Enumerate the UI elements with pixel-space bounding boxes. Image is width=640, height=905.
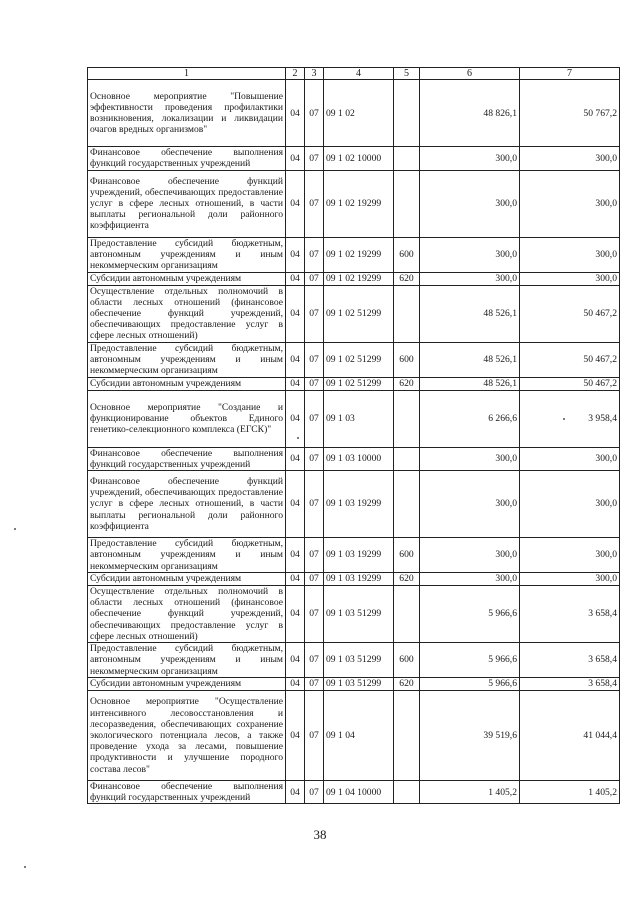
row-name-cell: Субсидии автономным учреждениям <box>88 573 286 586</box>
amount-year-2-cell: 50 467,2 <box>520 285 620 342</box>
amount-year-2-cell: 300,0 <box>520 272 620 285</box>
row-name-cell: Предоставление субсидий бюджетным, автономным учреждениям и иным некоммерческим организациям <box>88 643 286 678</box>
amount-year-2-cell: 300,0 <box>520 147 620 170</box>
row-name-cell: Основное мероприятие "Создание и функционирование объектов Единого генетико-селекционного комплекса (ЕГСК)" <box>88 390 286 447</box>
amount-year-2-cell: 3 958,4 <box>520 390 620 447</box>
target-article-cell: 09 1 02 10000 <box>324 147 394 170</box>
expense-type-cell: 620 <box>394 573 420 586</box>
amount-year-2-cell: 3 658,4 <box>520 643 620 678</box>
row-name-cell: Осуществление отдельных полномочий в области лесных отношений (финансовое обеспечение функций учреждений, обеспечивающих предоставление услуг в сфере лесных отношений) <box>88 285 286 342</box>
amount-year-1-cell: 300,0 <box>420 147 520 170</box>
amount-year-1-cell: 300,0 <box>420 237 520 272</box>
subsection-cell: 07 <box>305 586 324 643</box>
section-cell: 04 <box>286 471 305 538</box>
amount-year-1-cell: 300,0 <box>420 447 520 470</box>
expense-type-cell <box>394 80 420 147</box>
table-row <box>88 80 620 147</box>
scan-speck <box>563 418 565 420</box>
subsection-cell: 07 <box>305 573 324 586</box>
row-name-cell: Предоставление субсидий бюджетным, автономным учреждениям и иным некоммерческим организациям <box>88 237 286 272</box>
section-cell: 04 <box>286 80 305 147</box>
target-article-cell: 09 1 03 <box>324 390 394 447</box>
expense-type-cell <box>394 285 420 342</box>
target-article-cell: 09 1 04 <box>324 691 394 781</box>
target-article-cell: 09 1 03 19299 <box>324 538 394 573</box>
target-article-cell: 09 1 03 51299 <box>324 678 394 691</box>
amount-year-1-cell: 48 526,1 <box>420 342 520 377</box>
expense-type-cell <box>394 691 420 781</box>
amount-year-1-cell: 300,0 <box>420 538 520 573</box>
section-cell: 04 <box>286 285 305 342</box>
column-header: 4 <box>324 68 394 80</box>
expense-type-cell: 600 <box>394 342 420 377</box>
target-article-cell: 09 1 03 51299 <box>324 586 394 643</box>
amount-year-1-cell: 5 966,6 <box>420 586 520 643</box>
target-article-cell: 09 1 03 51299 <box>324 643 394 678</box>
target-article-cell: 09 1 02 51299 <box>324 377 394 390</box>
amount-year-2-cell: 50 467,2 <box>520 377 620 390</box>
amount-year-1-cell: 5 966,6 <box>420 643 520 678</box>
expense-type-cell: 620 <box>394 377 420 390</box>
column-header: 2 <box>286 68 305 80</box>
amount-year-1-cell: 6 266,6 <box>420 390 520 447</box>
target-article-cell: 09 1 03 19299 <box>324 471 394 538</box>
subsection-cell: 07 <box>305 285 324 342</box>
target-article-cell: 09 1 03 19299 <box>324 573 394 586</box>
subsection-cell: 07 <box>305 691 324 781</box>
section-cell: 04 <box>286 272 305 285</box>
budget-table <box>87 67 620 804</box>
subsection-cell: 07 <box>305 643 324 678</box>
table-body <box>88 80 620 804</box>
target-article-cell: 09 1 02 19299 <box>324 170 394 237</box>
table-row <box>88 170 620 237</box>
expense-type-cell: 600 <box>394 538 420 573</box>
table-row <box>88 237 620 272</box>
amount-year-1-cell: 1 405,2 <box>420 781 520 804</box>
subsection-cell: 07 <box>305 390 324 447</box>
amount-year-2-cell: 41 044,4 <box>520 691 620 781</box>
expense-type-cell <box>394 471 420 538</box>
expense-type-cell <box>394 586 420 643</box>
amount-year-2-cell: 300,0 <box>520 471 620 538</box>
table-row <box>88 272 620 285</box>
subsection-cell: 07 <box>305 471 324 538</box>
section-cell: 04 <box>286 147 305 170</box>
subsection-cell: 07 <box>305 342 324 377</box>
amount-year-2-cell: 3 658,4 <box>520 678 620 691</box>
row-name-cell: Финансовое обеспечение выполнения функций государственных учреждений <box>88 447 286 470</box>
section-cell: 04 <box>286 586 305 643</box>
table-row <box>88 586 620 643</box>
expense-type-cell <box>394 781 420 804</box>
subsection-cell: 07 <box>305 538 324 573</box>
subsection-cell: 07 <box>305 447 324 470</box>
target-article-cell: 09 1 02 51299 <box>324 285 394 342</box>
column-header: 5 <box>394 68 420 80</box>
amount-year-1-cell: 48 826,1 <box>420 80 520 147</box>
subsection-cell: 07 <box>305 272 324 285</box>
row-name-cell: Финансовое обеспечение функций учреждений, обеспечивающих предоставление услуг в сфере лесных отношений, в части выплаты региональной доли районного коэффициента <box>88 170 286 237</box>
target-article-cell: 09 1 03 10000 <box>324 447 394 470</box>
amount-year-2-cell: 300,0 <box>520 538 620 573</box>
row-name-cell: Финансовое обеспечение выполнения функций государственных учреждений <box>88 781 286 804</box>
table-row <box>88 471 620 538</box>
amount-year-2-cell: 50 767,2 <box>520 80 620 147</box>
table-header-row <box>88 68 620 80</box>
column-header: 1 <box>88 68 286 80</box>
column-header: 3 <box>305 68 324 80</box>
section-cell: 04 <box>286 678 305 691</box>
amount-year-1-cell: 300,0 <box>420 471 520 538</box>
expense-type-cell <box>394 147 420 170</box>
section-cell: 04 <box>286 447 305 470</box>
amount-year-2-cell: 300,0 <box>520 573 620 586</box>
row-name-cell: Субсидии автономным учреждениям <box>88 377 286 390</box>
column-header: 6 <box>420 68 520 80</box>
row-name-cell: Основное мероприятие "Осуществление интенсивного лесовосстановления и лесоразведения, обеспечивающих сохранение экологического потенциала лесов, а также проведение ухода за лесами, повышение продуктивности и улучшение породного состава лесов" <box>88 691 286 781</box>
amount-year-1-cell: 300,0 <box>420 573 520 586</box>
scan-speck <box>297 437 299 439</box>
amount-year-2-cell: 1 405,2 <box>520 781 620 804</box>
table-row <box>88 538 620 573</box>
row-name-cell: Основное мероприятие "Повышение эффективности проведения профилактики возникновения, локализации и ликвидации очагов вредных организмов" <box>88 80 286 147</box>
section-cell: 04 <box>286 342 305 377</box>
section-cell: 04 <box>286 573 305 586</box>
subsection-cell: 07 <box>305 377 324 390</box>
amount-year-2-cell: 300,0 <box>520 170 620 237</box>
amount-year-1-cell: 300,0 <box>420 272 520 285</box>
section-cell: 04 <box>286 170 305 237</box>
target-article-cell: 09 1 02 19299 <box>324 272 394 285</box>
expense-type-cell: 620 <box>394 272 420 285</box>
table-row <box>88 342 620 377</box>
page-number: 38 <box>313 827 327 842</box>
target-article-cell: 09 1 02 19299 <box>324 237 394 272</box>
expense-type-cell: 600 <box>394 237 420 272</box>
table-row <box>88 390 620 447</box>
amount-year-1-cell: 48 526,1 <box>420 377 520 390</box>
amount-year-2-cell: 50 467,2 <box>520 342 620 377</box>
subsection-cell: 07 <box>305 781 324 804</box>
amount-year-2-cell: 300,0 <box>520 447 620 470</box>
target-article-cell: 09 1 02 <box>324 80 394 147</box>
table-row <box>88 691 620 781</box>
section-cell: 04 <box>286 237 305 272</box>
table-row <box>88 147 620 170</box>
row-name-cell: Субсидии автономным учреждениям <box>88 678 286 691</box>
row-name-cell: Предоставление субсидий бюджетным, автономным учреждениям и иным некоммерческим организациям <box>88 538 286 573</box>
amount-year-2-cell: 300,0 <box>520 237 620 272</box>
section-cell: 04 <box>286 377 305 390</box>
subsection-cell: 07 <box>305 678 324 691</box>
scan-speck <box>24 866 26 868</box>
section-cell: 04 <box>286 390 305 447</box>
row-name-cell: Субсидии автономным учреждениям <box>88 272 286 285</box>
amount-year-1-cell: 48 526,1 <box>420 285 520 342</box>
target-article-cell: 09 1 02 51299 <box>324 342 394 377</box>
scan-speck <box>14 528 16 530</box>
expense-type-cell: 600 <box>394 643 420 678</box>
section-cell: 04 <box>286 691 305 781</box>
column-header: 7 <box>520 68 620 80</box>
row-name-cell: Предоставление субсидий бюджетным, автономным учреждениям и иным некоммерческим организациям <box>88 342 286 377</box>
section-cell: 04 <box>286 781 305 804</box>
row-name-cell: Финансовое обеспечение выполнения функций государственных учреждений <box>88 147 286 170</box>
amount-year-2-cell: 3 658,4 <box>520 586 620 643</box>
section-cell: 04 <box>286 538 305 573</box>
row-name-cell: Финансовое обеспечение функций учреждений, обеспечивающих предоставление услуг в сфере лесных отношений, в части выплаты региональной доли районного коэффициента <box>88 471 286 538</box>
expense-type-cell <box>394 390 420 447</box>
table-row <box>88 781 620 804</box>
table-row <box>88 643 620 678</box>
row-name-cell: Осуществление отдельных полномочий в области лесных отношений (финансовое обеспечение функций учреждений, обеспечивающих предоставление услуг в сфере лесных отношений) <box>88 586 286 643</box>
table-row <box>88 573 620 586</box>
amount-year-1-cell: 39 519,6 <box>420 691 520 781</box>
amount-year-1-cell: 5 966,6 <box>420 678 520 691</box>
table-row <box>88 678 620 691</box>
amount-year-1-cell: 300,0 <box>420 170 520 237</box>
subsection-cell: 07 <box>305 237 324 272</box>
table-row <box>88 285 620 342</box>
expense-type-cell <box>394 170 420 237</box>
table-row <box>88 377 620 390</box>
subsection-cell: 07 <box>305 80 324 147</box>
target-article-cell: 09 1 04 10000 <box>324 781 394 804</box>
subsection-cell: 07 <box>305 147 324 170</box>
expense-type-cell <box>394 447 420 470</box>
section-cell: 04 <box>286 643 305 678</box>
expense-type-cell: 620 <box>394 678 420 691</box>
table-row <box>88 447 620 470</box>
subsection-cell: 07 <box>305 170 324 237</box>
